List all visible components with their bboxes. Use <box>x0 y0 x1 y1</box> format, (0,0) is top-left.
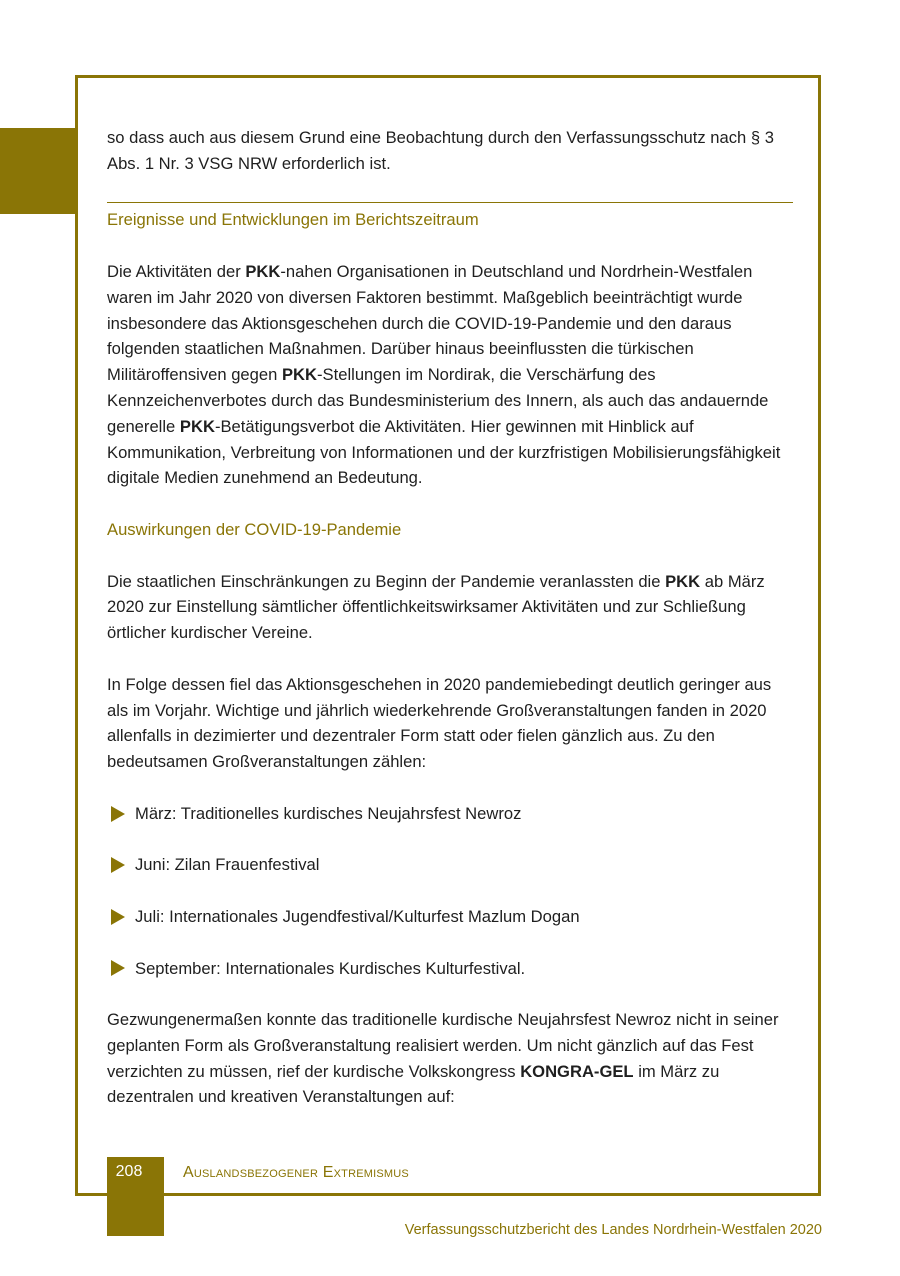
list-item-text: Juni: Zilan Frauenfestival <box>135 855 320 875</box>
list-item-text: September: Internationales Kurdisches Kulturfestival. <box>135 958 526 978</box>
report-title: Verfassungsschutzbericht des Landes Nordrhein-Westfalen 2020 <box>404 1222 822 1238</box>
list-item <box>107 852 793 878</box>
list-item <box>107 801 793 827</box>
section-heading-events: Ereignisse und Entwicklungen im Berichtszeitraum <box>107 210 479 230</box>
triangle-bullet-icon <box>111 960 125 976</box>
page-content <box>107 125 793 1136</box>
paragraph-intro: so dass auch aus diesem Grund eine Beobachtung durch den Verfassungsschutz nach § 3 Abs. 1 Nr. 3 VSG NRW erforderlich ist. <box>107 128 774 173</box>
text-span: Die staatlichen Einschränkungen zu Beginn der Pandemie veranlassten die <box>107 571 666 591</box>
list-item-text: März: Traditionelles kurdisches Neujahrsfest Newroz <box>135 803 522 823</box>
bold-term: PKK <box>245 261 281 281</box>
section-divider <box>107 202 793 203</box>
side-color-tab <box>0 128 76 214</box>
paragraph-consequences: In Folge dessen fiel das Aktionsgeschehen in 2020 pandemiebedingt deutlich geringer aus als im Vorjahr. Wichtige und jährlich wiederkehrende Großveranstaltungen fanden in 2020 allenfalls in dezimierter und dezentraler Form statt oder fielen gänzlich aus. Zu den bedeutsamen Großveranstaltungen zählen: <box>107 674 772 772</box>
section-heading-covid: Auswirkungen der COVID-19-Pandemie <box>107 519 402 539</box>
paragraph-activities <box>107 259 793 491</box>
text-span: Die Aktivitäten der <box>107 261 246 281</box>
bold-term: PKK <box>665 571 701 591</box>
list-item <box>107 956 793 982</box>
triangle-bullet-icon <box>111 909 125 925</box>
text-span: Gezwungenermaßen konnte das traditionelle kurdische Neujahrsfest Newroz nicht in seiner geplanten Form als Großveranstaltung realisiert werden. Um nicht gänzlich auf das Fest verzichten zu müssen, rief der kurdische Volkskongress <box>107 1010 779 1081</box>
bold-term: KONGRA-GEL <box>520 1061 634 1081</box>
triangle-bullet-icon <box>111 806 125 822</box>
text-span: im März zu dezentralen und kreativen Veranstaltungen auf: <box>107 1061 720 1107</box>
bold-term: PKK <box>179 416 215 436</box>
list-item <box>107 904 793 930</box>
bold-term: PKK <box>281 365 318 385</box>
text-span: -nahen Organisationen in Deutschland und Nordrhein-Westfalen waren im Jahr 2020 von diversen Faktoren bestimmt. Maßgeblich beeinträchtigt wurde insbesondere das Aktionsgeschehen durch die COVID-19-Pandemie und den daraus folgenden staatlichen Maßnahmen. Darüber hinaus beeinflussten die türkischen Militäroffensiven gegen <box>107 261 753 385</box>
paragraph-restrictions <box>107 569 793 646</box>
triangle-bullet-icon <box>111 857 125 873</box>
page-number: 208 <box>115 1163 143 1180</box>
text-span: -Stellungen im Nordirak, die Verschärfung des Kennzeichenverbotes durch das Bundesministerium des Innern, als auch das andauernde generelle <box>107 365 769 436</box>
paragraph-newroz <box>107 1007 793 1110</box>
chapter-title: Auslandsbezogener Extremismus <box>183 1164 409 1181</box>
list-item-text: Juli: Internationales Jugendfestival/Kulturfest Mazlum Dogan <box>135 906 580 926</box>
text-span: ab März 2020 zur Einstellung sämtlicher öffentlichkeitswirksamer Aktivitäten und zur Schließung örtlicher kurdischer Vereine. <box>107 571 765 643</box>
text-span: -Betätigungsverbot die Aktivitäten. Hier gewinnen mit Hinblick auf Kommunikation, Verbreitung von Informationen und der kurzfristigen Mobilisierungsfähigkeit digitale Medien zunehmend an Bedeutung. <box>107 416 781 488</box>
